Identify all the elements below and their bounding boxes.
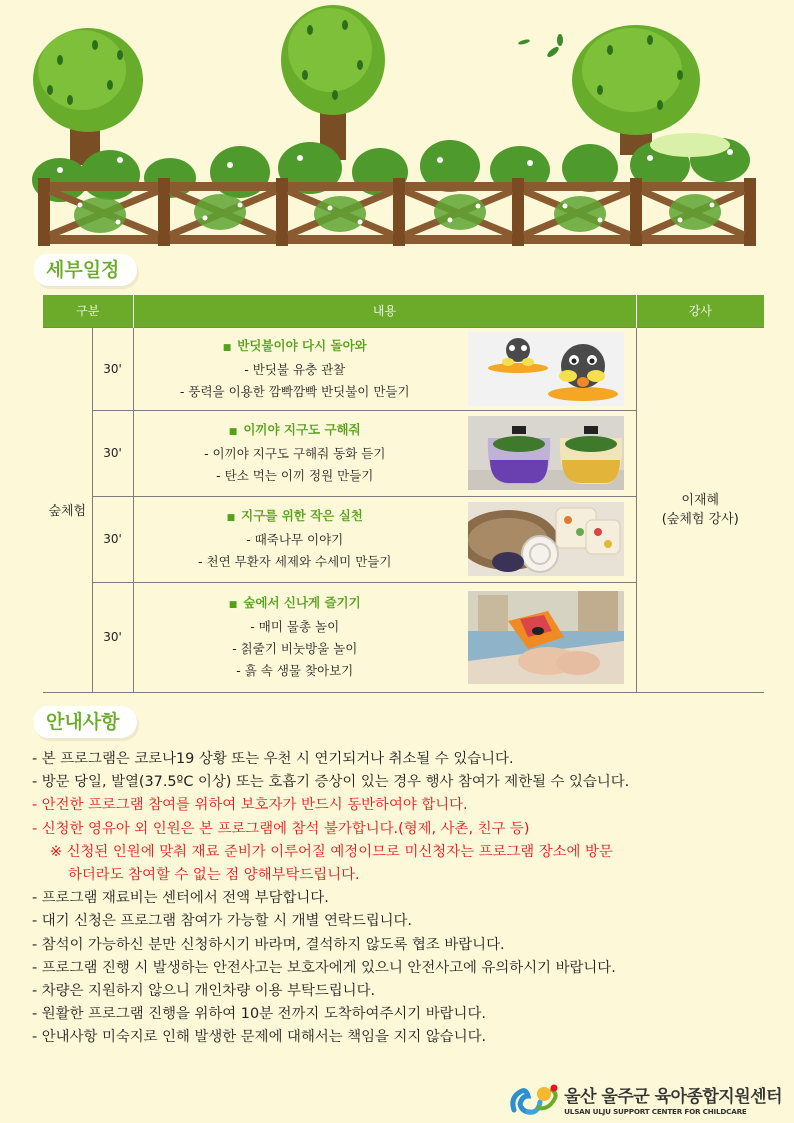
activity-line: - 때죽나무 이야기: [246, 532, 344, 547]
activity-line: - 매미 물총 놀이: [250, 619, 340, 634]
fence-illustration: [38, 178, 756, 246]
notice-item: - 원활한 프로그램 진행을 위하여 10분 전까지 도착하여주시기 바랍니다.: [32, 1006, 486, 1023]
table-header-row: [43, 295, 764, 327]
natural-soap-scrubber-photo: [468, 502, 624, 576]
notice-item: - 프로그램 진행 시 발생하는 안전사고는 보호자에게 있으니 안전사고에 유의하시기 바랍니다.: [32, 959, 616, 976]
activity-content: [133, 496, 456, 582]
firefly-craft-photo: [468, 332, 624, 406]
activity-photo-cell: [456, 582, 636, 692]
notice-list: [32, 748, 772, 1050]
duration-cell: 30': [92, 327, 133, 410]
activity-content: [133, 410, 456, 496]
instructor-name: 이재혜: [681, 492, 720, 508]
activity-line: - 반딧불 유충 관찰: [244, 361, 346, 377]
notice-section-title: 안내사항: [46, 711, 120, 733]
header-instructor: 강사: [636, 295, 764, 327]
org-name-english: ULSAN ULJU SUPPORT CENTER FOR CHILDCARE: [564, 1107, 747, 1116]
header-category: 구분: [43, 295, 133, 327]
schedule-section-title: 세부일정: [46, 259, 120, 281]
activity-photo-cell: [456, 410, 636, 496]
activity-line: - 흙 속 생물 찾아보기: [236, 663, 354, 678]
notice-item: - 대기 신청은 프로그램 참여가 가능할 시 개별 연락드립니다.: [32, 913, 412, 930]
notice-item: - 본 프로그램은 코로나19 상황 또는 우천 시 연기되거나 취소될 수 있습니다.: [32, 751, 514, 767]
center-logo: [508, 1079, 782, 1119]
notice-item-warning: - 신청한 영유아 외 인원은 본 프로그램에 참석 불가합니다.(형제, 사촌, 친구 등): [32, 820, 530, 837]
notice-item-warning: 하더라도 참여할 수 없는 점 양해부탁드립니다.: [68, 867, 360, 884]
activity-line: - 칡줄기 비눗방울 놀이: [232, 641, 358, 656]
table-row: [43, 327, 764, 410]
category-cell: 숲체험: [43, 327, 92, 692]
activity-photo-cell: [456, 496, 636, 582]
duration-cell: 30': [92, 410, 133, 496]
activity-title: ■ 이끼야 지구도 구해줘: [228, 422, 361, 437]
org-name-korean: 울산 울주군 육아종합지원센터: [564, 1087, 782, 1107]
notice-item: - 참석이 가능하신 분만 신청하시기 바라며, 결석하지 않도록 협조 바랍니다.: [32, 936, 505, 953]
tree-illustration-left: [33, 28, 143, 165]
notice-item-warning: ※ 신청된 인원에 맞춰 재료 준비가 이루어질 예정이므로 미신청자는 프로그램 장소에 방문: [50, 843, 613, 860]
schedule-table: [43, 295, 764, 693]
notice-item: - 안내사항 미숙지로 인해 발생한 문제에 대해서는 책임을 지지 않습니다.: [32, 1029, 487, 1046]
activity-title: ■ 반딧불이야 다시 돌아와: [222, 337, 367, 353]
activity-line: - 천연 무환자 세제와 수세미 만들기: [198, 554, 392, 569]
activity-title: ■ 숲에서 신나게 즐기기: [228, 595, 361, 610]
center-logo-text: [564, 1082, 782, 1116]
duration-cell: 30': [92, 582, 133, 692]
instructor-role: (숲체험 강사): [661, 511, 739, 527]
tree-illustration-middle: [281, 5, 385, 160]
notice-item: - 프로그램 재료비는 센터에서 전액 부담합니다.: [32, 890, 329, 907]
square-bullet-icon: ■: [226, 513, 236, 523]
activity-line: - 탄소 먹는 이끼 정원 만들기: [216, 468, 374, 483]
forest-fence-illustration: [0, 0, 794, 250]
square-bullet-icon: ■: [222, 342, 232, 353]
cicada-water-gun-photo: [468, 591, 624, 684]
square-bullet-icon: ■: [228, 600, 238, 610]
instructor-cell: [636, 327, 764, 692]
notice-item: - 방문 당일, 발열(37.5ºC 이상) 또는 호흡기 증상이 있는 경우 행사 참여가 제한될 수 있습니다.: [32, 774, 630, 791]
header-content: 내용: [133, 295, 636, 327]
center-logo-icon: [508, 1080, 560, 1118]
activity-line: - 풍력을 이용한 깜빡깜빡 반딧불이 만들기: [179, 383, 410, 399]
notice-section-tag: [34, 706, 137, 738]
notice-item: - 차량은 지원하지 않으니 개인차량 이용 부탁드립니다.: [32, 983, 376, 1000]
activity-content: [133, 327, 456, 410]
moss-terrarium-photo: [468, 416, 624, 490]
activity-content: [133, 582, 456, 692]
activity-title: ■ 지구를 위한 작은 실천: [226, 508, 363, 523]
notice-item-warning: - 안전한 프로그램 참여를 위하여 보호자가 반드시 동반하여야 합니다.: [32, 797, 468, 814]
activity-line: - 이끼야 지구도 구해줘 동화 듣기: [204, 446, 386, 461]
duration-cell: 30': [92, 496, 133, 582]
square-bullet-icon: ■: [228, 427, 238, 437]
schedule-section-tag: [34, 254, 137, 286]
activity-photo-cell: [456, 327, 636, 410]
